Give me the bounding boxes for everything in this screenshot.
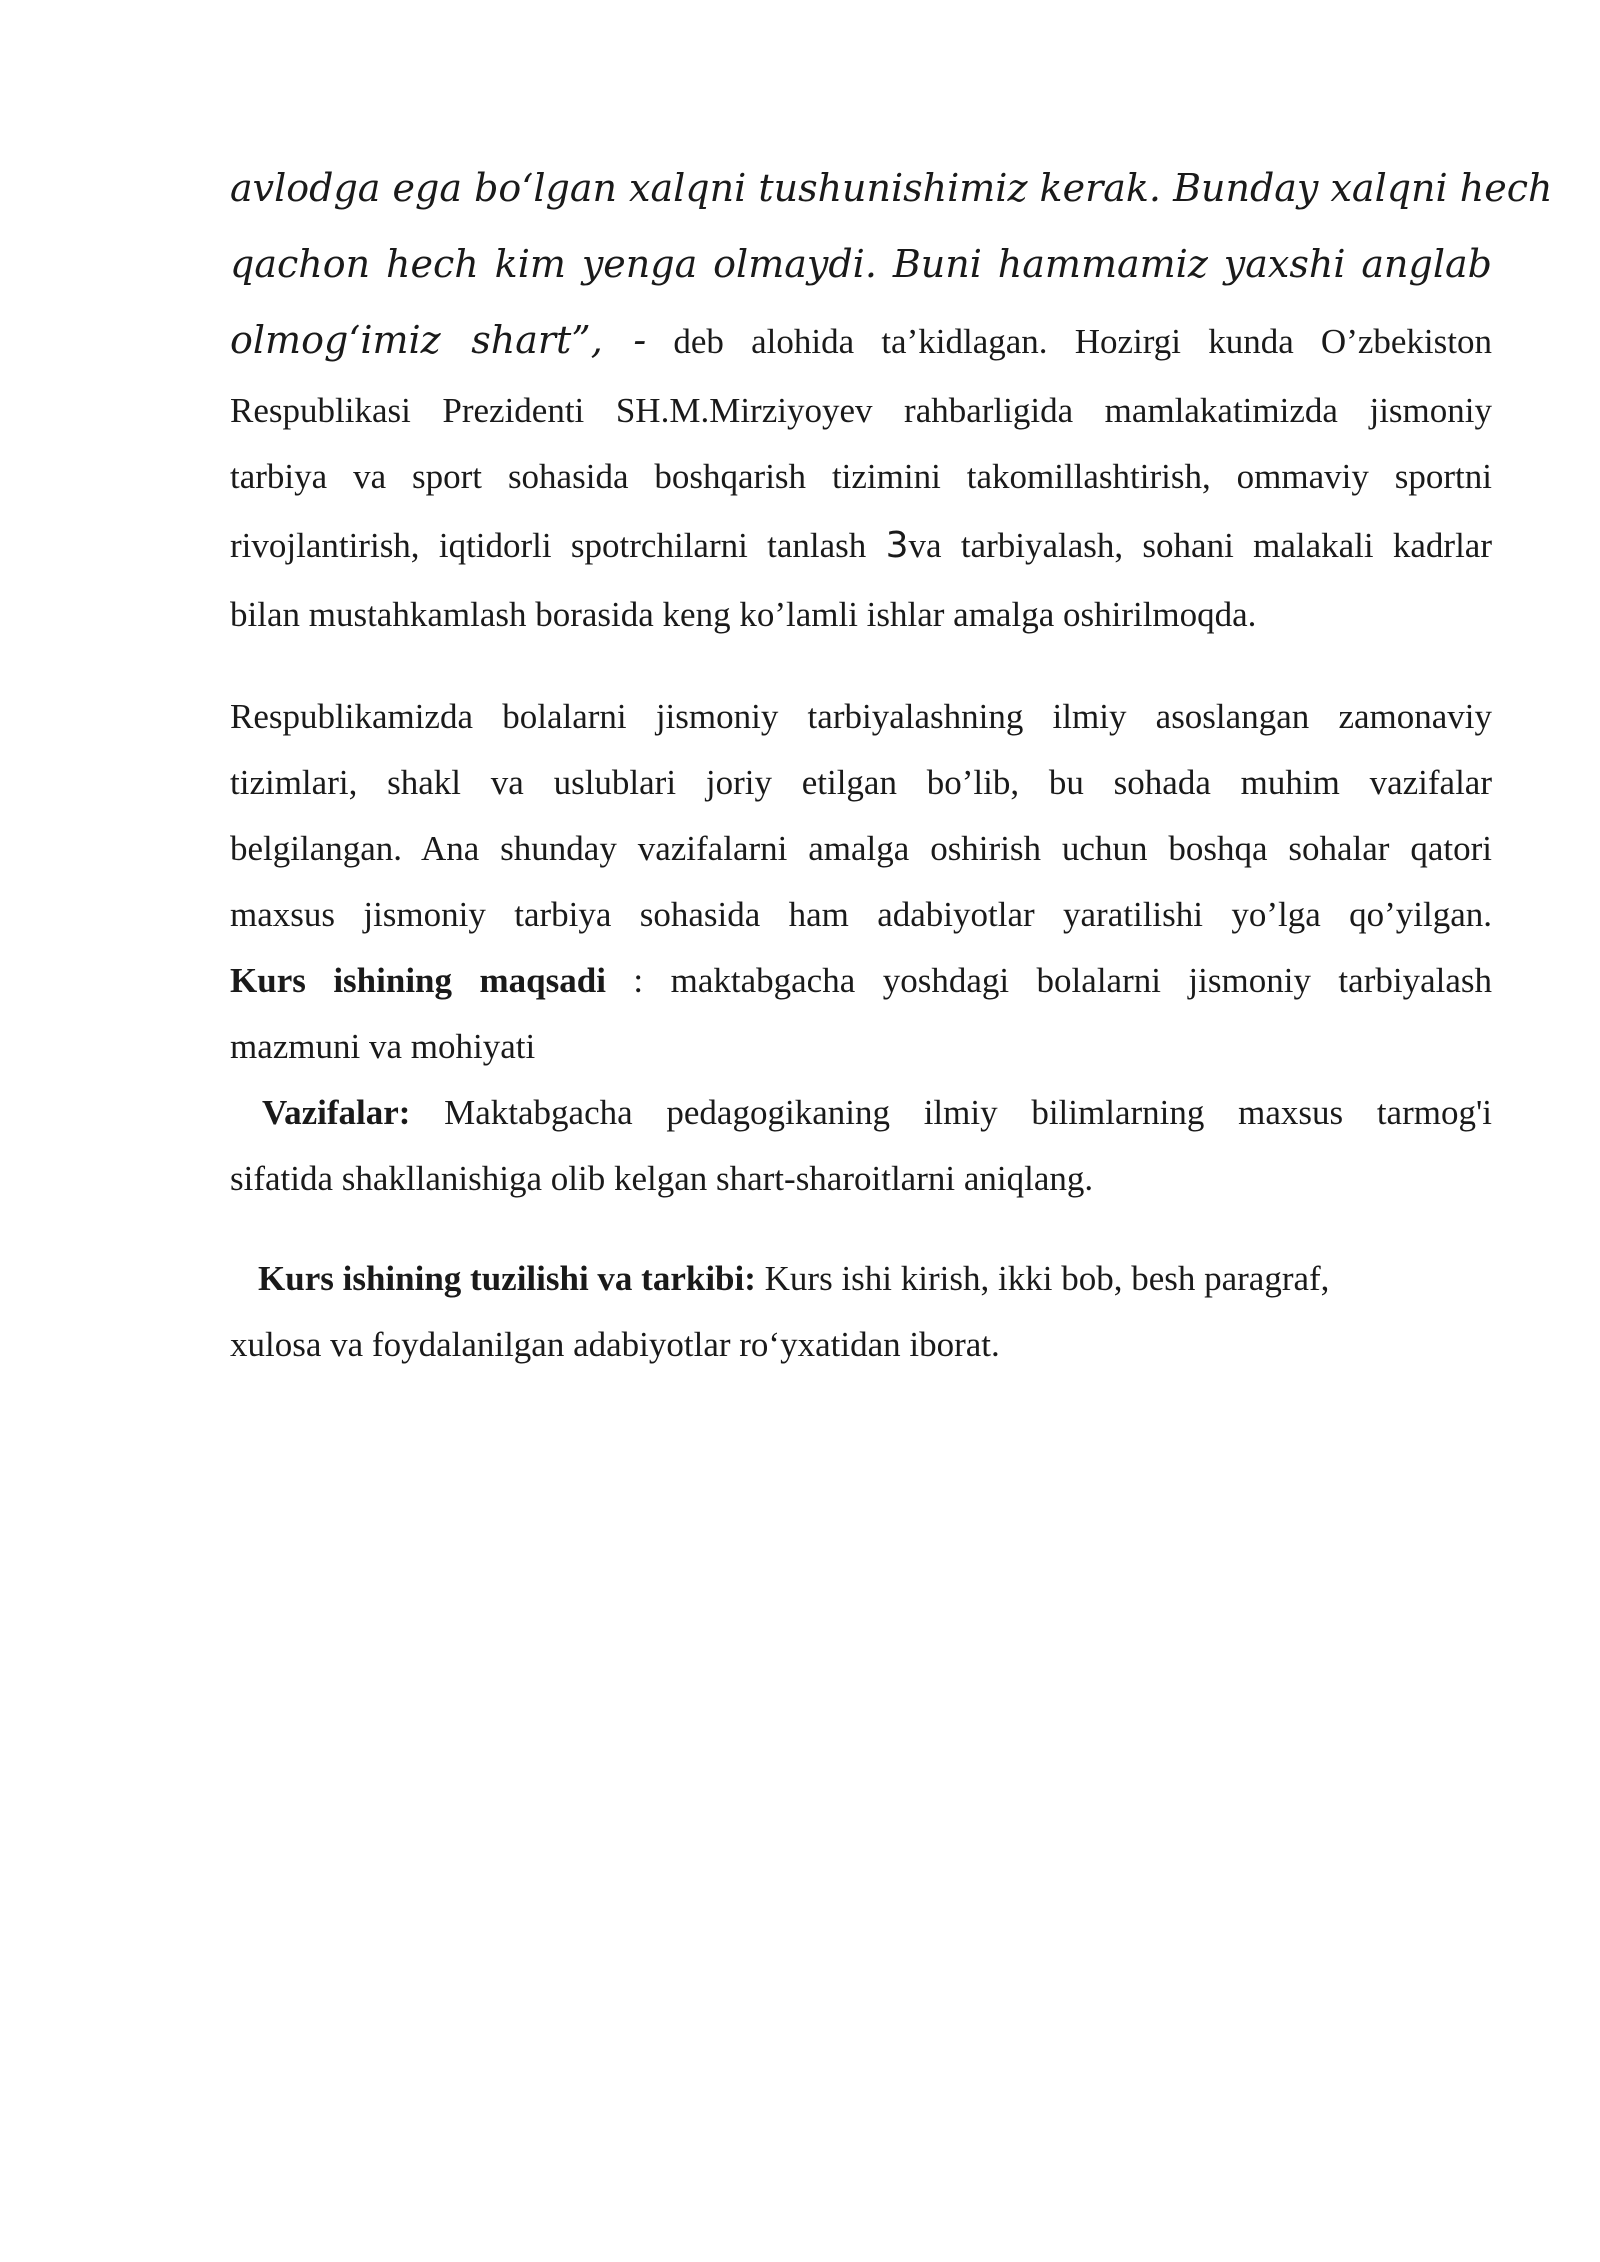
tasks-line-2: sifatida shakllanishiga olib kelgan shart-sharoitlarni aniqlang. — [230, 1159, 1094, 1198]
paragraph-2-line-2: tizimlari, shakl va uslublari joriy etilgan bo’lib, bu sohada muhim vazifalar — [230, 763, 1492, 802]
paragraph-2-line-4: maxsus jismoniy tarbiya sohasida ham adabiyotlar yaratilishi yo’lga qo’yilgan. — [230, 895, 1492, 934]
tasks-heading: Vazifalar: — [262, 1093, 411, 1132]
quote-end: olmog‘imiz shart”, - — [230, 318, 647, 362]
goal-line — [230, 948, 1492, 1014]
quote-line-3 — [230, 302, 1492, 378]
paragraph-2-line-3: belgilangan. Ana shunday vazifalarni amalga oshirish uchun boshqa sohalar qatori — [230, 829, 1492, 868]
goal-text: : maktabgacha yoshdagi bolalarni jismoniy tarbiyalash — [605, 961, 1492, 1000]
structure-line-2: xulosa va foydalanilgan adabiyotlar ro‘yxatidan iborat. — [230, 1325, 1000, 1364]
tasks-text: Maktabgacha pedagogikaning ilmiy bilimlarning maxsus tarmog'i — [410, 1093, 1492, 1132]
tasks-line — [230, 1080, 1492, 1146]
structure-heading: Kurs ishining tuzilishi va tarkibi: — [258, 1259, 756, 1298]
paragraph-gap — [230, 648, 1492, 684]
paragraph-1-line-3 — [230, 510, 1492, 582]
structure-line — [230, 1246, 1492, 1312]
quote-attribution: deb alohida ta’kidlagan. Hozirgi kunda O’zbekiston — [646, 322, 1493, 361]
structure-text: Kurs ishi kirish, ikki bob, besh paragraf, — [755, 1259, 1330, 1298]
paragraph-1-line-2: tarbiya va sport sohasida boshqarish tizimini takomillashtirish, ommaviy sportni — [230, 457, 1492, 496]
paragraph-1-line-4: bilan mustahkamlash borasida keng ko’lamli ishlar amalga oshirilmoqda. — [230, 595, 1257, 634]
document-body — [230, 150, 1553, 1378]
paragraph-gap — [230, 1212, 1492, 1246]
page-number: 3 — [885, 525, 909, 566]
paragraph-1-line-3-end: va tarbiyalash, sohani malakali kadrlar — [908, 526, 1493, 565]
goal-line-2: mazmuni va mohiyati — [230, 1027, 536, 1066]
paragraph-1-line-3-start: rivojlantirish, iqtidorli spotrchilarni tanlash — [230, 526, 886, 565]
paragraph-1-line-1: Respublikasi Prezidenti SH.M.Mirziyoyev rahbarligida mamlakatimizda jismoniy — [230, 391, 1492, 430]
goal-heading: Kurs ishining maqsadi — [230, 961, 606, 1000]
paragraph-2-line-1: Respublikamizda bolalarni jismoniy tarbiyalashning ilmiy asoslangan zamonaviy — [230, 697, 1492, 736]
quote-line-2: qachon hech kim yenga olmaydi. Buni hammamiz yaxshi anglab — [230, 242, 1492, 286]
quote-line-1: avlodga ega bo‘lgan xalqni tushunishimiz kerak. Bunday xalqni hech — [230, 166, 1553, 210]
